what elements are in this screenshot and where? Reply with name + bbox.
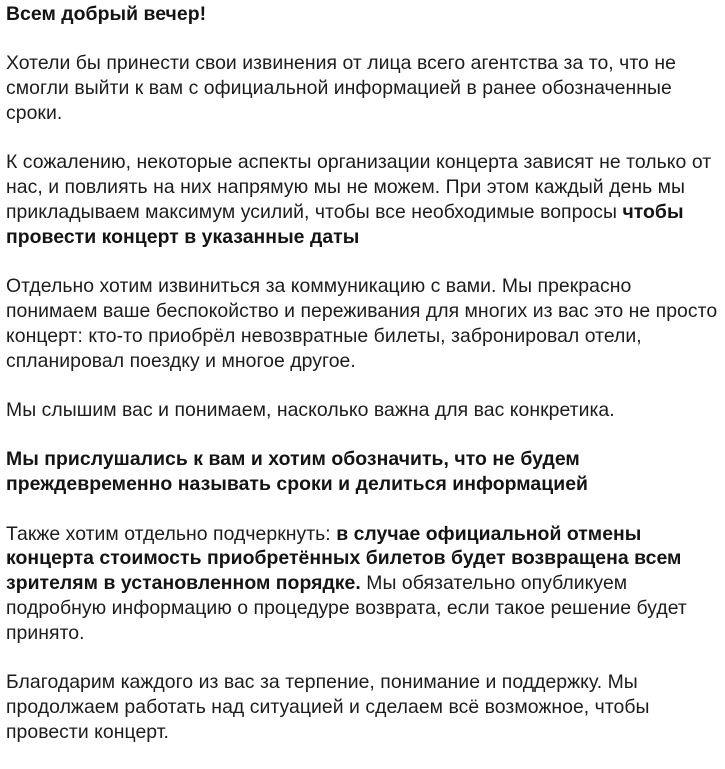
paragraph-dependencies [6,150,718,249]
paragraph-communication [6,274,718,373]
paragraph-no-deadlines [6,447,718,497]
paragraph-apology [6,51,718,125]
paragraph-bold-text: Мы прислушались к вам и хотим обозначить, что не будем преждевременно называть сроки и делиться информацией [6,448,589,496]
post-greeting [6,2,718,27]
paragraph-refund [6,522,718,646]
paragraph-text: Мы слышим вас и понимаем, насколько важна для вас конкретика. [6,398,615,421]
paragraph-tail-text: Мы обязательно опубликуем подробную информацию о процедуре возврата, если такое решение будет принято. [6,572,687,644]
paragraph-text: Отдельно хотим извиниться за коммуникацию с вами. Мы прекрасно понимаем ваше беспокойство и переживания для многих из вас это не просто концерт: кто-то приобрёл невозвратные билеты, забронировал отели, спланировал поездку и многое другое. [6,275,718,372]
paragraph-text: Благодарим каждого из вас за терпение, понимание и поддержку. Мы продолжаем работать над ситуацией и сделаем всё возможное, чтобы провести концерт. [6,671,650,743]
paragraph-text: Также хотим отдельно подчеркнуть: [6,522,337,545]
paragraph-text: К сожалению, некоторые аспекты организации концерта зависят не только от нас, и повлиять на них напрямую мы не можем. При этом каждый день мы прикладываем максимум усилий, чтобы все необходимые вопросы [6,151,712,223]
paragraph-bold-text: чтобы провести концерт в указанные даты [6,200,684,248]
greeting-text: Всем добрый вечер! [6,3,207,25]
paragraph-bold-text: в случае официальной отмены концерта стоимость приобретённых билетов будет возвращена всем зрителям в установленном порядке. [6,522,682,595]
paragraph-specifics [6,398,718,423]
paragraph-thanks [6,670,718,744]
paragraph-text: Хотели бы принести свои извинения от лица всего агентства за то, что не смогли выйти к вам с официальной информацией в ранее обозначенные сроки. [6,52,676,124]
announcement-post [6,0,718,769]
